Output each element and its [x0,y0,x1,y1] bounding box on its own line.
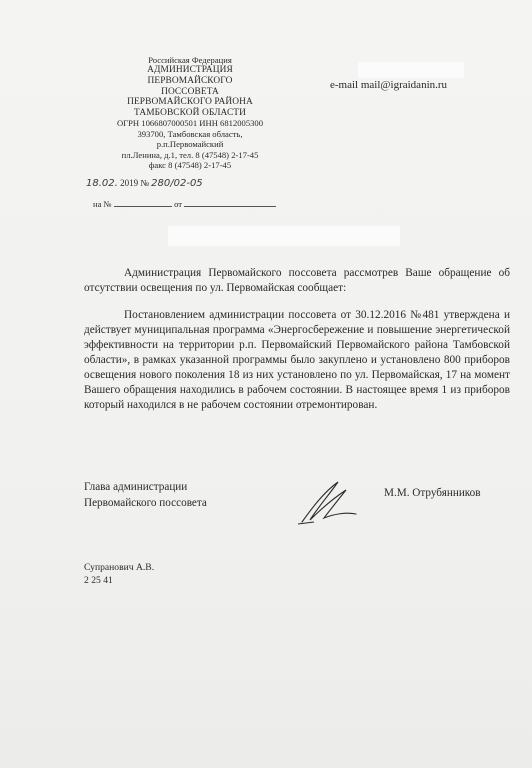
letterhead-ogrn-inn: ОГРН 1066807000501 ИНН 6812005300 [116,118,264,129]
letterhead-address: р.п.Первомайский [156,139,224,150]
letterhead-address: 393700, Тамбовская область, [137,128,243,139]
letterhead-org-line: ПЕРВОМАЙСКОГО [147,76,233,86]
executor-phone: 2 25 41 [84,575,113,586]
letterhead-org-line: АДМИНИСТРАЦИЯ [147,65,233,76]
letterhead-org-line: ПОССОВЕТА [161,86,219,97]
ref-date-label: от [174,199,183,209]
executor-name: Супранович А.В. [84,562,155,573]
letterhead-block [70,55,310,170]
handwritten-date: 18.02. [86,178,118,189]
year-number-label: 2019 № [120,178,149,188]
redacted-recipient [358,62,464,78]
handwritten-signature [294,478,364,528]
body-paragraph: Постановлением администрации поссовета от 30.12.2016 №481 утверждена и действует муниципальная программа «Энергосбережение и повышение энергетической эффективности на территории р.п. Первомайский Первомайского района Тамбовской области», в рамках указанной программы было закуплено и установлено 800 приборов освещения нового поколения 18 из них установлено по ул. Первомайская, 17 на момент Вашего обращения находились в рабочем состоянии. В настоящее время 1 из приборов который находился в не рабочем состоянии отремонтирован. [84,309,510,411]
ref-date-blank [184,197,276,207]
letterhead-phone: пл.Ленина, д.1, тел. 8 (47548) 2-17-45 [121,149,259,160]
outgoing-date-number [86,178,306,189]
recipient-email: e-mail mail@igraidanin.ru [330,79,448,91]
signatory-position [84,479,207,511]
ref-number-label: на № [93,199,112,209]
letterhead-org-line: ПЕРВОМАЙСКОГО РАЙОНА [127,97,253,108]
redacted-addressee [168,226,400,246]
executor-block [84,561,154,587]
position-line: Первомайского поссовета [84,497,207,509]
handwritten-outgoing-number: 280/02-05 [151,178,203,189]
letterhead-country: Российская Федерация [148,55,232,65]
position-line: Глава администрации [84,481,188,493]
ref-number-blank [114,197,172,207]
signatory-name: М.М. Отрубянников [384,487,481,499]
letterhead-org-line: ТАМБОВСКОЙ ОБЛАСТИ [134,107,246,118]
reference-line [93,197,293,209]
intro-paragraph: Администрация Первомайского поссовета рассмотрев Ваше обращение об отсутствии освещения по ул. Первомайская сообщает: [84,267,510,294]
letterhead-fax: факс 8 (47548) 2-17-45 [148,160,232,170]
